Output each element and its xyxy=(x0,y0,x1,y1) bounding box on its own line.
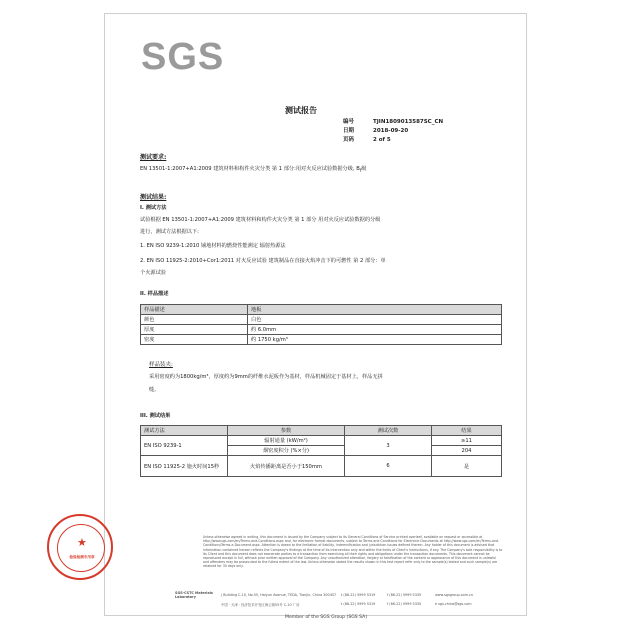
table-row xyxy=(141,315,502,325)
footer-disclaimer: Unless otherwise agreed in writing, this document is issued by the Company subject to its General Conditions of Service printed overleaf, available on request or accessible at http://www.sgs.com/en/Terms-and-Conditions.aspx and, for electronic format documents, subject to Terms and Conditions for Electronic Documents at http://www.sgs.com/en/Terms-and-Conditions/Terms-e-Document.aspx. Attention is drawn to the limitation of liability, indemnification and jurisdiction issues defined therein. Any holder of this document is advised that information contained hereon reflects the Company's findings at the time of its intervention only and within the limits of Client's instructions, if any. The Company's sole responsibility is to its Client and this document does not exonerate parties to a transaction from exercising all their rights and obligations under the transaction documents. This document cannot be reproduced except in full, without prior written approval of the Company. Any unauthorized alteration, forgery or falsification of the content or appearance of this document is unlawful and offenders may be prosecuted to the fullest extent of the law. Unless otherwise stated the results shown in this test report refer only to the sample(s) tested and such sample(s) are retained for 30 days only. xyxy=(203,535,503,569)
header-cell: 测试次数 xyxy=(345,426,432,436)
table-cell: 样品描述 xyxy=(141,305,248,315)
header-cell: 参数 xyxy=(228,426,345,436)
requirements-text xyxy=(140,165,500,176)
table-cell: 约 6.0mm xyxy=(248,325,502,335)
member-line: Member of the SGS Group (SGS SA) xyxy=(285,615,368,620)
tel-1: t (86-22) 5999 5319 xyxy=(341,593,376,597)
requirements-heading: 测试要求: xyxy=(140,154,167,161)
report-title: 测试报告 xyxy=(285,106,317,115)
sample-install-heading: 样品装夹: xyxy=(149,362,173,368)
table-row xyxy=(141,436,502,446)
report-meta xyxy=(343,118,443,145)
table-cell: 约 1750 kg/m³ xyxy=(248,335,502,345)
install-line: 采用密度约为1800kg/m³，厚度约为9mm的纤维水泥板作为基材，样品机械固定于基材上，样品无拼 xyxy=(149,374,383,380)
section-test-method: I. 测试方法 xyxy=(140,205,167,211)
report-number: TJIN1809013587SC_CN xyxy=(373,119,444,125)
meta-key: 页码 xyxy=(343,137,355,143)
meta-row xyxy=(343,136,443,145)
table-cell: 厚度 xyxy=(141,325,248,335)
table-cell: 烟密度积分 (%×分) xyxy=(228,446,345,456)
fax-1: f (86-22) 5999 5335 xyxy=(387,593,422,597)
table-cell: 颜色 xyxy=(141,315,248,325)
method-line: 2. EN ISO 11925-2:2010+Cor1:2011 对火反应试验 建筑制品在直接火焰冲击下的可燃性 第 2 部分：单 xyxy=(140,258,386,264)
results-heading: 测试结果: xyxy=(140,194,167,201)
meta-row xyxy=(343,118,443,127)
table-row xyxy=(141,305,502,315)
email: e sgs.china@sgs.com xyxy=(435,602,472,606)
table-cell: 白色 xyxy=(248,315,502,325)
meta-key: 日期 xyxy=(343,128,355,134)
table-cell: 204 xyxy=(432,446,502,456)
method-line: 个火源试验 xyxy=(140,270,166,276)
table-cell: 密度 xyxy=(141,335,248,345)
seal-text: 检验检测专用章 xyxy=(69,555,95,559)
requirements-body: EN 13501-1:2007+A1:2009 建筑材料和构件火灾分类 第 1 部分:用对火反应试验数据分级, B xyxy=(140,166,360,172)
table-cell: 辐射通量 (kW/m²) xyxy=(228,436,345,446)
method-line: 1. EN ISO 9239-1:2010 铺地材料的燃烧性能测定 辐射热源法 xyxy=(140,243,286,249)
method-line: 试验根据 EN 13501-1:2007+A1:2009 建筑材料和构件火灾分类 第 1 部分 用对火反应试验数据的分级 xyxy=(140,217,381,223)
table-cell: EN ISO 11925-2 施火时间15秒 xyxy=(141,456,228,477)
address-en: | Building C-10, No.55, Haiyun Avenue, TEDA, Tianjin, China 300457 xyxy=(221,593,337,597)
section-sample-description: II. 样品描述 xyxy=(140,291,169,297)
meta-key: 编号 xyxy=(343,119,355,125)
results-table xyxy=(140,425,502,477)
method-line: 进行，测试方法根据以下: xyxy=(140,229,199,235)
sample-table xyxy=(140,304,502,345)
requirements-tail: 级 xyxy=(361,166,367,172)
company-seal xyxy=(47,514,113,580)
report-date: 2018-09-20 xyxy=(373,128,409,134)
lab-name: SGS-CSTC Materials Laboratory xyxy=(175,591,213,599)
table-cell: EN ISO 9239-1 xyxy=(141,436,228,456)
section-test-results: III. 测试结果 xyxy=(140,413,171,419)
table-cell: 6 xyxy=(345,456,432,477)
page-number: 2 of 5 xyxy=(373,137,391,143)
table-row xyxy=(141,335,502,345)
sgs-logo: SGS xyxy=(141,36,225,78)
meta-row xyxy=(343,127,443,136)
header-cell: 结果 xyxy=(432,426,502,436)
tel-2: t (86-22) 5999 5319 xyxy=(341,602,376,606)
fax-2: f (86-22) 5999 5335 xyxy=(387,602,422,606)
table-cell: 地板 xyxy=(248,305,502,315)
table-cell: 火焰传播距离是否小于150mm xyxy=(228,456,345,477)
class-subscript: f xyxy=(359,169,362,175)
table-cell: ≥11 xyxy=(432,436,502,446)
install-line: 缝。 xyxy=(149,387,160,393)
table-cell: 是 xyxy=(432,456,502,477)
table-header-row xyxy=(141,426,502,436)
address-cn: 中国 · 天津 · 经济技术开发区海云街55号 C-10 厂房 xyxy=(221,603,300,607)
table-cell: 3 xyxy=(345,436,432,456)
table-row xyxy=(141,456,502,477)
website: www.sgsgroup.com.cn xyxy=(435,593,474,597)
header-cell: 测试方法 xyxy=(141,426,228,436)
star-icon: ★ xyxy=(77,536,87,549)
table-row xyxy=(141,325,502,335)
report-page xyxy=(69,13,527,620)
